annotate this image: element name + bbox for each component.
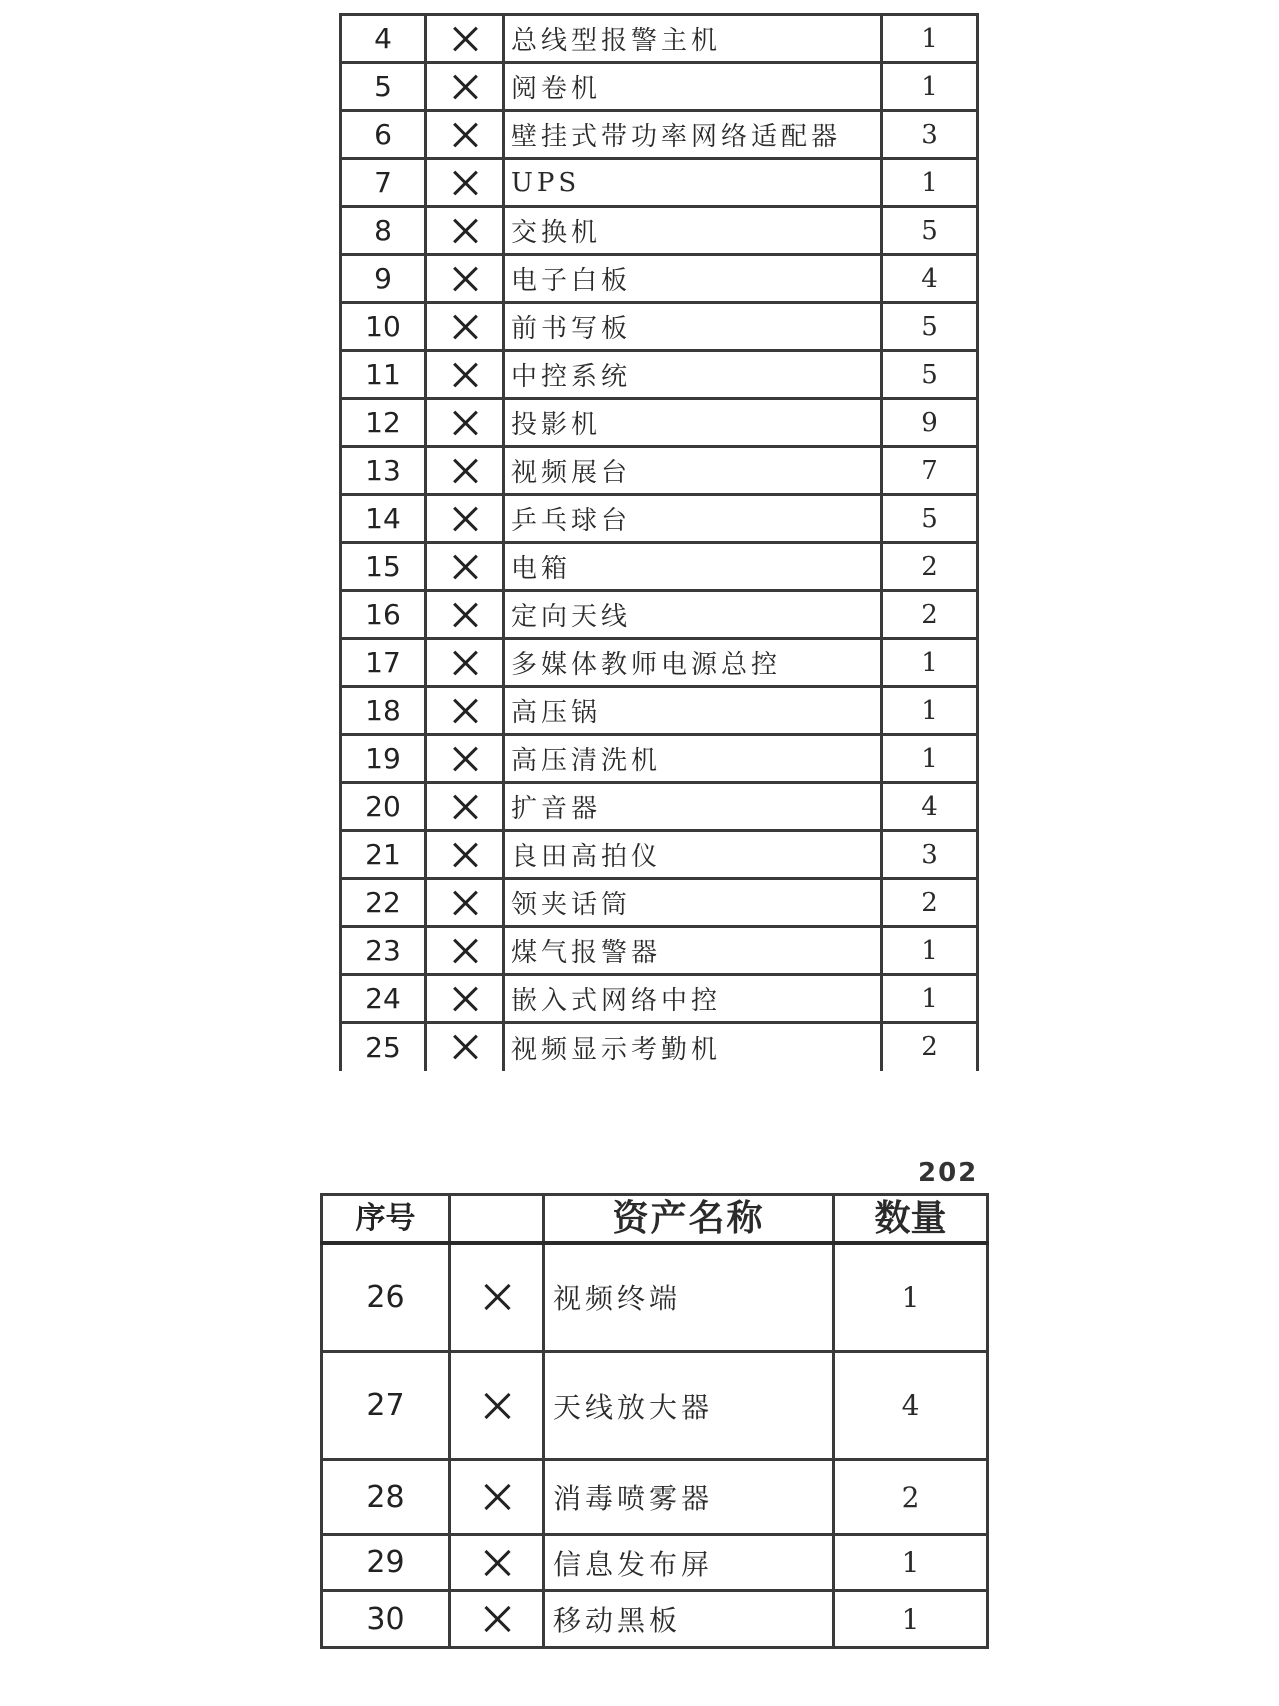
cell-quantity: 1 <box>834 1243 988 1352</box>
table-row <box>322 1243 988 1352</box>
cell-serial-no: 23 <box>341 927 426 975</box>
cross-mark-icon <box>452 458 478 484</box>
cross-mark-icon <box>483 1283 511 1311</box>
cell-mark <box>426 111 504 159</box>
cell-asset-name: 投影机 <box>504 399 882 447</box>
cross-mark-icon <box>452 698 478 724</box>
cross-mark-icon <box>452 266 478 292</box>
cell-quantity: 1 <box>882 735 978 783</box>
cell-serial-no: 6 <box>341 111 426 159</box>
cross-mark-icon <box>483 1392 511 1420</box>
cell-quantity: 4 <box>882 783 978 831</box>
cell-quantity: 4 <box>834 1352 988 1460</box>
cell-mark <box>426 255 504 303</box>
asset-table-lower-body <box>322 1243 988 1648</box>
table-row <box>341 543 978 591</box>
table-row <box>341 351 978 399</box>
table-row <box>341 255 978 303</box>
cell-mark <box>426 159 504 207</box>
cross-mark-icon <box>452 746 478 772</box>
cell-quantity: 3 <box>882 111 978 159</box>
cell-mark <box>450 1243 544 1352</box>
cell-asset-name: 高压锅 <box>504 687 882 735</box>
cell-mark <box>426 399 504 447</box>
table-row <box>341 639 978 687</box>
table-row <box>341 831 978 879</box>
cell-mark <box>426 447 504 495</box>
cell-quantity: 3 <box>882 831 978 879</box>
cell-quantity: 1 <box>882 975 978 1023</box>
table-row <box>341 15 978 63</box>
cell-mark <box>426 975 504 1023</box>
cell-quantity: 5 <box>882 303 978 351</box>
table-row <box>341 399 978 447</box>
cross-mark-icon <box>452 602 478 628</box>
table-row <box>322 1535 988 1591</box>
asset-table-upper-body <box>341 15 978 1071</box>
cell-serial-no: 11 <box>341 351 426 399</box>
header-quantity: 数量 <box>834 1195 988 1243</box>
cell-asset-name: 视频显示考勤机 <box>504 1023 882 1071</box>
cell-mark <box>426 879 504 927</box>
table-row <box>341 303 978 351</box>
cell-mark <box>450 1460 544 1535</box>
cell-serial-no: 19 <box>341 735 426 783</box>
cell-asset-name: 领夹话筒 <box>504 879 882 927</box>
cell-quantity: 4 <box>882 255 978 303</box>
cell-mark <box>426 591 504 639</box>
cross-mark-icon <box>452 314 478 340</box>
cell-quantity: 2 <box>882 879 978 927</box>
cell-asset-name: 交换机 <box>504 207 882 255</box>
table-row <box>341 63 978 111</box>
table-row <box>341 111 978 159</box>
cell-serial-no: 28 <box>322 1460 450 1535</box>
asset-table-upper <box>339 13 979 1071</box>
table-row <box>341 495 978 543</box>
cell-quantity: 5 <box>882 351 978 399</box>
cell-serial-no: 14 <box>341 495 426 543</box>
cell-mark <box>426 495 504 543</box>
table-row <box>341 1023 978 1071</box>
cell-quantity: 2 <box>834 1460 988 1535</box>
cell-mark <box>426 303 504 351</box>
table-row <box>341 687 978 735</box>
cross-mark-icon <box>452 1034 478 1060</box>
cell-mark <box>426 543 504 591</box>
cell-quantity: 1 <box>882 63 978 111</box>
cell-quantity: 1 <box>882 927 978 975</box>
asset-table-header <box>322 1195 988 1243</box>
cell-serial-no: 16 <box>341 591 426 639</box>
cross-mark-icon <box>452 170 478 196</box>
cross-mark-icon <box>452 74 478 100</box>
cross-mark-icon <box>483 1605 511 1633</box>
cell-asset-name: 定向天线 <box>504 591 882 639</box>
cell-asset-name: UPS <box>504 159 882 207</box>
table-row <box>341 927 978 975</box>
cell-asset-name: 电箱 <box>504 543 882 591</box>
cell-mark <box>450 1352 544 1460</box>
cross-mark-icon <box>452 986 478 1012</box>
cell-asset-name: 视频展台 <box>504 447 882 495</box>
cell-serial-no: 9 <box>341 255 426 303</box>
cell-mark <box>450 1591 544 1648</box>
table-row <box>322 1460 988 1535</box>
cell-mark <box>426 351 504 399</box>
table-row <box>322 1352 988 1460</box>
cell-quantity: 2 <box>882 1023 978 1071</box>
cross-mark-icon <box>452 218 478 244</box>
cell-asset-name: 阅卷机 <box>504 63 882 111</box>
cell-serial-no: 5 <box>341 63 426 111</box>
cell-serial-no: 12 <box>341 399 426 447</box>
table-row <box>341 591 978 639</box>
cell-quantity: 1 <box>834 1591 988 1648</box>
cell-serial-no: 4 <box>341 15 426 63</box>
cell-quantity: 1 <box>834 1535 988 1591</box>
cell-serial-no: 25 <box>341 1023 426 1071</box>
cut-off-text-fragment <box>918 1158 988 1188</box>
cross-mark-icon <box>452 938 478 964</box>
cell-serial-no: 24 <box>341 975 426 1023</box>
cross-mark-icon <box>452 362 478 388</box>
cross-mark-icon <box>452 842 478 868</box>
cell-serial-no: 27 <box>322 1352 450 1460</box>
table-row <box>341 207 978 255</box>
cross-mark-icon <box>483 1549 511 1577</box>
cell-asset-name: 良田高拍仪 <box>504 831 882 879</box>
cross-mark-icon <box>452 650 478 676</box>
cell-asset-name: 中控系统 <box>504 351 882 399</box>
cell-serial-no: 29 <box>322 1535 450 1591</box>
cell-serial-no: 13 <box>341 447 426 495</box>
cell-serial-no: 18 <box>341 687 426 735</box>
table-row <box>341 975 978 1023</box>
cell-serial-no: 21 <box>341 831 426 879</box>
cell-serial-no: 30 <box>322 1591 450 1648</box>
cell-quantity: 2 <box>882 543 978 591</box>
cell-quantity: 1 <box>882 159 978 207</box>
cross-mark-icon <box>452 26 478 52</box>
cell-mark <box>426 735 504 783</box>
table-row <box>341 783 978 831</box>
cell-mark <box>426 207 504 255</box>
cell-asset-name: 总线型报警主机 <box>504 15 882 63</box>
cross-mark-icon <box>452 410 478 436</box>
cell-mark <box>426 831 504 879</box>
cell-asset-name: 嵌入式网络中控 <box>504 975 882 1023</box>
cross-mark-icon <box>452 506 478 532</box>
cross-mark-icon <box>452 890 478 916</box>
cell-asset-name: 扩音器 <box>504 783 882 831</box>
cell-serial-no: 7 <box>341 159 426 207</box>
cell-quantity: 1 <box>882 687 978 735</box>
cross-mark-icon <box>452 122 478 148</box>
cell-asset-name: 多媒体教师电源总控 <box>504 639 882 687</box>
cell-asset-name: 乒乓球台 <box>504 495 882 543</box>
cell-mark <box>426 687 504 735</box>
cell-asset-name: 电子白板 <box>504 255 882 303</box>
table-row <box>341 447 978 495</box>
cell-asset-name: 壁挂式带功率网络适配器 <box>504 111 882 159</box>
cell-serial-no: 20 <box>341 783 426 831</box>
cross-mark-icon <box>452 794 478 820</box>
header-mark <box>450 1195 544 1243</box>
cell-quantity: 9 <box>882 399 978 447</box>
cell-quantity: 7 <box>882 447 978 495</box>
header-row <box>322 1195 988 1243</box>
cell-quantity: 1 <box>882 639 978 687</box>
cell-mark <box>426 15 504 63</box>
cell-asset-name: 消毒喷雾器 <box>544 1460 834 1535</box>
header-serial-no: 序号 <box>322 1195 450 1243</box>
cell-serial-no: 10 <box>341 303 426 351</box>
cell-serial-no: 26 <box>322 1243 450 1352</box>
cell-quantity: 5 <box>882 207 978 255</box>
cell-mark <box>426 63 504 111</box>
cell-asset-name: 煤气报警器 <box>504 927 882 975</box>
cell-serial-no: 22 <box>341 879 426 927</box>
cell-serial-no: 15 <box>341 543 426 591</box>
cell-mark <box>426 1023 504 1071</box>
cell-mark <box>426 639 504 687</box>
cell-asset-name: 视频终端 <box>544 1243 834 1352</box>
table-row <box>341 879 978 927</box>
cross-mark-icon <box>452 554 478 580</box>
cell-asset-name: 前书写板 <box>504 303 882 351</box>
cut-off-text: 202 <box>918 1158 979 1188</box>
cell-quantity: 5 <box>882 495 978 543</box>
cell-serial-no: 17 <box>341 639 426 687</box>
cell-mark <box>426 783 504 831</box>
table-row <box>341 735 978 783</box>
cell-quantity: 1 <box>882 15 978 63</box>
cell-asset-name: 移动黑板 <box>544 1591 834 1648</box>
cell-mark <box>450 1535 544 1591</box>
cell-mark <box>426 927 504 975</box>
cell-asset-name: 天线放大器 <box>544 1352 834 1460</box>
table-row <box>341 159 978 207</box>
cross-mark-icon <box>483 1483 511 1511</box>
cell-serial-no: 8 <box>341 207 426 255</box>
cell-quantity: 2 <box>882 591 978 639</box>
cell-asset-name: 信息发布屏 <box>544 1535 834 1591</box>
header-asset-name: 资产名称 <box>544 1195 834 1243</box>
cell-asset-name: 高压清洗机 <box>504 735 882 783</box>
asset-table-lower <box>320 1193 989 1649</box>
table-row <box>322 1591 988 1648</box>
